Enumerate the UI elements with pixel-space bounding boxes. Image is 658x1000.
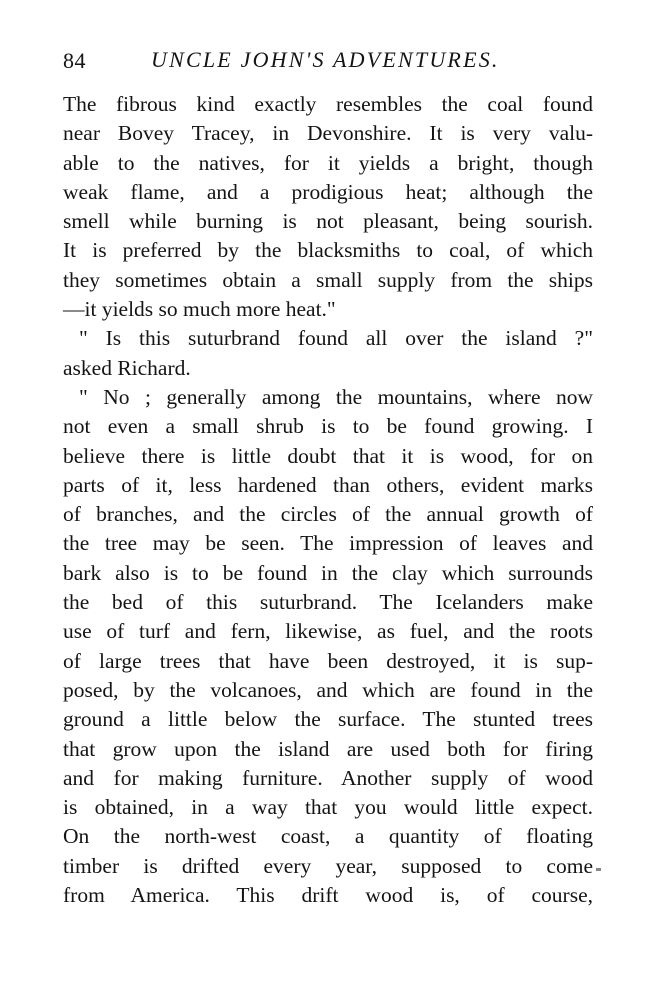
text-line: smell while burning is not pleasant, being sourish.: [63, 209, 593, 234]
text-line: from America. This drift wood is, of course,: [63, 883, 593, 908]
text-line: " No ; generally among the mountains, where now: [79, 384, 593, 409]
text-line: is obtained, in a way that you would little expect.: [63, 795, 593, 820]
text-line: ground a little below the surface. The stunted trees: [63, 707, 593, 732]
text-line: and for making furniture. Another supply of wood: [63, 765, 593, 790]
text-line: near Bovey Tracey, in Devonshire. It is very valu-: [63, 121, 593, 146]
text-line: —it yields so much more heat.": [63, 297, 336, 322]
body-text: [63, 90, 593, 910]
text-line: parts of it, less hardened than others, evident marks: [63, 472, 593, 497]
text-line: of large trees that have been destroyed, it is sup-: [63, 648, 593, 673]
text-line: posed, by the volcanoes, and which are found in the: [63, 677, 593, 702]
page-header: [63, 44, 590, 80]
text-line: that grow upon the island are used both for firing: [63, 736, 593, 761]
text-line: able to the natives, for it yields a bright, though: [63, 150, 593, 175]
text-line: It is preferred by the blacksmiths to coal, of which: [63, 238, 593, 263]
text-line: not even a small shrub is to be found growing. I: [63, 414, 593, 439]
text-line: believe there is little doubt that it is wood, for on: [63, 443, 593, 468]
text-line: the tree may be seen. The impression of leaves and: [63, 531, 593, 556]
text-line: " Is this suturbrand found all over the island ?": [79, 326, 593, 351]
text-line: weak flame, and a prodigious heat; although the: [63, 179, 593, 204]
text-line: the bed of this suturbrand. The Icelanders make: [63, 590, 593, 615]
text-line: of branches, and the circles of the annual growth of: [63, 502, 593, 527]
text-line: The fibrous kind exactly resembles the coal found: [63, 92, 593, 116]
text-line: On the north-west coast, a quantity of floating: [63, 824, 593, 849]
text-line: use of turf and fern, likewise, as fuel, and the roots: [63, 619, 593, 644]
text-line: timber is drifted every year, supposed to come: [63, 853, 593, 878]
text-line: they sometimes obtain a small supply from the ships: [63, 267, 593, 292]
margin-mark: [596, 868, 601, 871]
running-title: UNCLE JOHN'S ADVENTURES.: [151, 47, 500, 72]
text-line: bark also is to be found in the clay which surrounds: [63, 560, 593, 585]
page-number: 84: [63, 48, 86, 73]
text-line: asked Richard.: [63, 355, 191, 380]
